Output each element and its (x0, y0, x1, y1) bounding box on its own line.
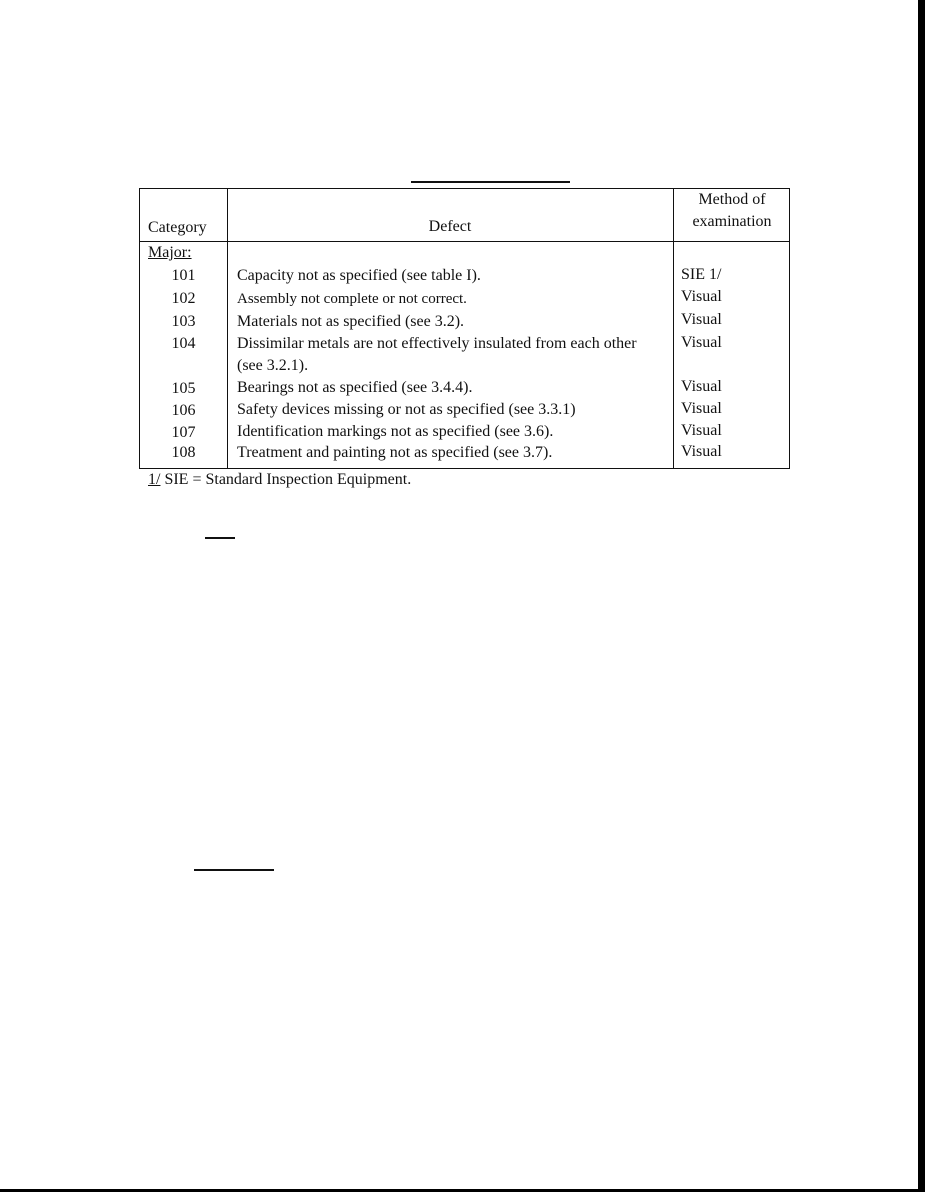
row-method: SIE 1/ (681, 266, 722, 283)
row-code: 101 (171, 267, 196, 284)
underline-rule (194, 869, 274, 871)
row-method: Visual (681, 334, 722, 351)
row-code: 103 (171, 313, 196, 330)
row-defect: Bearings not as specified (see 3.4.4). (237, 379, 473, 396)
table-footnote (148, 470, 411, 490)
row-defect: Identification markings not as specified (see 3.6). (237, 423, 554, 440)
row-method: Visual (681, 422, 722, 439)
row-defect: Treatment and painting not as specified (see 3.7). (237, 444, 553, 461)
footnote-text: SIE = Standard Inspection Equipment. (160, 471, 412, 488)
header-method (673, 189, 791, 233)
header-method-line1: Method of (698, 191, 766, 208)
row-method: Visual (681, 378, 722, 395)
row-code: 102 (171, 290, 196, 307)
group-label-major: Major: (148, 244, 192, 261)
header-defect: Defect (428, 218, 472, 235)
row-method: Visual (681, 311, 722, 328)
defect-classification-table (139, 188, 790, 469)
row-defect: Safety devices missing or not as specified (see 3.3.1) (237, 401, 576, 418)
row-code: 105 (171, 380, 196, 397)
row-code: 107 (171, 424, 196, 441)
row-defect: Assembly not complete or not correct. (237, 291, 467, 307)
header-category: Category (148, 219, 207, 236)
row-method: Visual (681, 400, 722, 417)
row-method: Visual (681, 288, 722, 305)
footnote-mark: 1/ (148, 471, 161, 488)
underline-rule (205, 537, 235, 539)
row-code: 104 (171, 335, 196, 352)
table-title-underline (411, 181, 570, 183)
row-defect: Materials not as specified (see 3.2). (237, 313, 465, 330)
row-defect: Dissimilar metals are not effectively insulated from each other (see 3.2.1). (237, 335, 637, 374)
row-defect: Capacity not as specified (see table I). (237, 267, 481, 284)
row-code: 106 (171, 402, 196, 419)
header-divider (140, 241, 789, 242)
header-method-line2: examination (692, 213, 772, 230)
scan-border-right (918, 0, 925, 1192)
row-method: Visual (681, 443, 722, 460)
row-code: 108 (171, 444, 196, 461)
